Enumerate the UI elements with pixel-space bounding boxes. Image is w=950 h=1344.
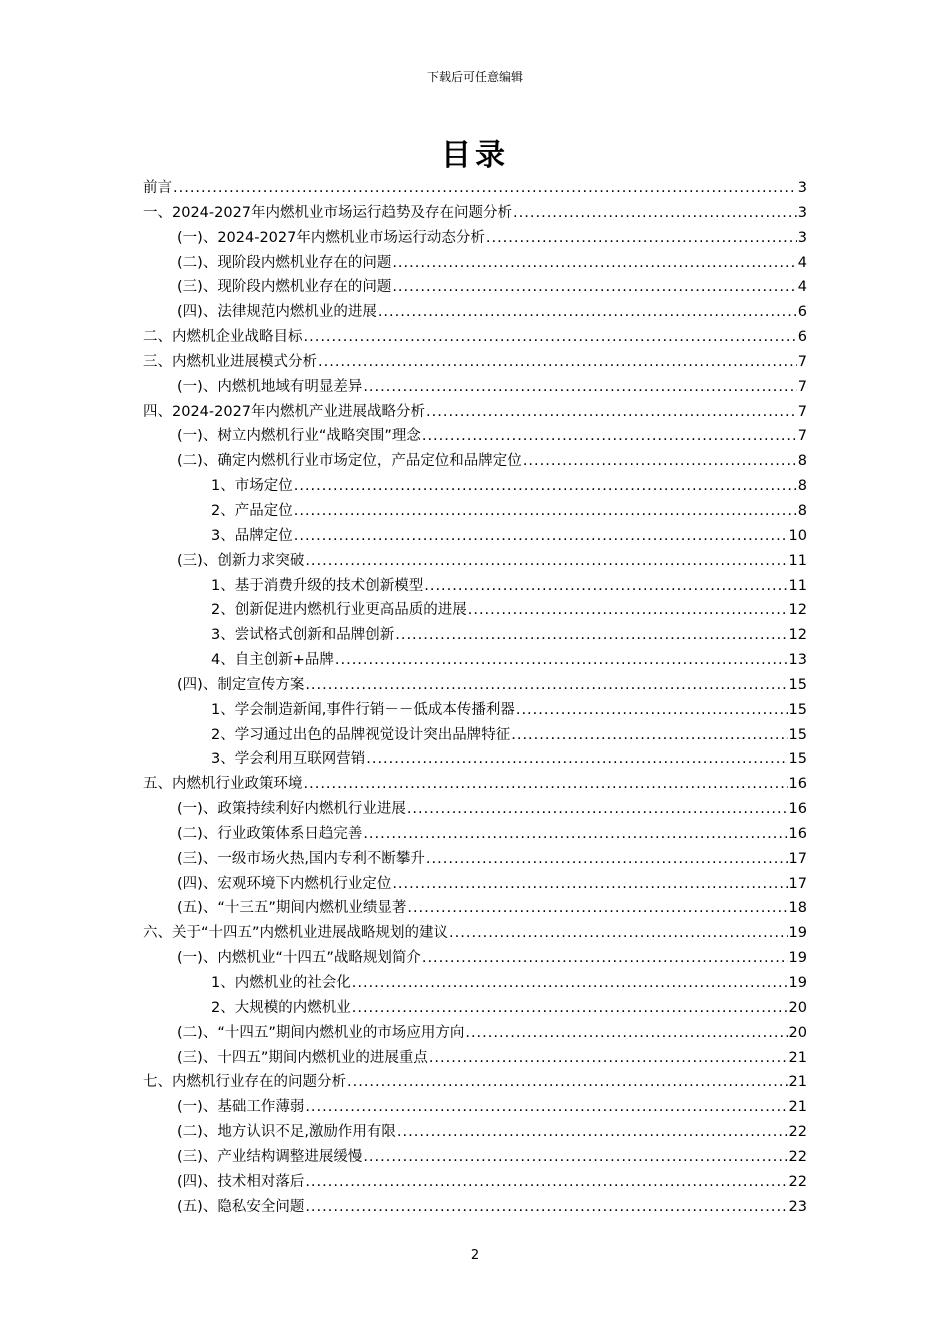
toc-entry-page: 16 — [788, 776, 807, 793]
toc-entry[interactable] — [143, 648, 807, 673]
toc-dot-leader — [468, 602, 788, 618]
toc-entry-title: 2、产品定位 — [211, 502, 293, 519]
toc-entry-title: (一)、树立内燃机行业“战略突围”理念 — [177, 428, 421, 445]
toc-dot-leader — [294, 503, 797, 519]
toc-entry-page: 10 — [788, 527, 807, 544]
toc-entry[interactable] — [143, 673, 807, 698]
toc-dot-leader — [305, 1174, 787, 1190]
toc-entry-page: 21 — [788, 1074, 807, 1091]
toc-entry-title: (一)、内燃机地域有明显差异 — [177, 378, 363, 395]
toc-entry-title: (三)、一级市场火热,国内专利不断攀升 — [177, 850, 425, 867]
toc-dot-leader — [173, 180, 797, 196]
toc-dot-leader — [516, 702, 788, 718]
toc-entry[interactable] — [143, 598, 807, 623]
toc-entry-page: 3 — [797, 204, 807, 221]
toc-entry-page: 22 — [788, 1124, 807, 1141]
toc-entry[interactable] — [143, 449, 807, 474]
page-number: 2 — [470, 1248, 480, 1263]
toc-entry[interactable] — [143, 424, 807, 449]
toc-entry-title: 四、2024-2027年内燃机产业进展战略分析 — [143, 403, 426, 420]
toc-dot-leader — [305, 553, 787, 569]
toc-title: 目录 — [441, 138, 509, 173]
toc-entry[interactable] — [143, 772, 807, 797]
toc-entry[interactable] — [143, 400, 807, 425]
toc-entry[interactable] — [143, 574, 807, 599]
toc-entry-title: (四)、宏观环境下内燃机行业定位 — [177, 875, 392, 892]
toc-entry[interactable] — [143, 723, 807, 748]
toc-entry[interactable] — [143, 201, 807, 226]
toc-entry[interactable] — [143, 996, 807, 1021]
toc-dot-leader — [422, 428, 797, 444]
toc-entry-title: (一)、基础工作薄弱 — [177, 1099, 305, 1116]
toc-dot-leader — [397, 1124, 788, 1140]
toc-entry-page: 12 — [788, 602, 807, 619]
toc-entry-page: 19 — [788, 975, 807, 991]
toc-dot-leader — [429, 1050, 788, 1066]
toc-entry-title: 六、关于“十四五”内燃机业进展战略规划的建议 — [143, 925, 449, 942]
toc-dot-leader — [305, 1199, 787, 1215]
toc-entry[interactable] — [143, 1195, 807, 1220]
toc-entry-title: (四)、法律规范内燃机业的进展 — [177, 304, 377, 321]
toc-entry-page: 15 — [788, 726, 807, 743]
toc-entry-page: 16 — [788, 801, 807, 818]
toc-dot-leader — [352, 1000, 788, 1016]
toc-entry-page: 11 — [788, 577, 807, 594]
toc-entry[interactable] — [143, 797, 807, 822]
toc-entry-title: 2、创新促进内燃机行业更高品质的进展 — [211, 602, 467, 619]
toc-entry[interactable] — [143, 896, 807, 921]
toc-entry[interactable] — [143, 524, 807, 549]
toc-dot-leader — [347, 1074, 788, 1090]
toc-dot-leader — [392, 255, 796, 271]
toc-entry-page: 7 — [797, 403, 807, 420]
toc-entry-page: 18 — [788, 900, 807, 917]
toc-entry[interactable] — [143, 300, 807, 325]
toc-entry-page: 7 — [797, 428, 807, 445]
toc-entry[interactable] — [143, 847, 807, 872]
toc-entry[interactable] — [143, 325, 807, 350]
toc-entry-title: (一)、政策持续利好内燃机行业进展 — [177, 801, 406, 818]
toc-dot-leader — [304, 329, 797, 345]
toc-entry-title: (二)、现阶段内燃机业存在的问题 — [177, 254, 392, 271]
toc-entry-page: 6 — [797, 329, 807, 346]
toc-entry[interactable] — [143, 275, 807, 300]
toc-entry[interactable] — [143, 822, 807, 847]
toc-entry-title: 五、内燃机行业政策环境 — [143, 776, 303, 793]
toc-entry-title: (一)、内燃机业“十四五”战略规划简介 — [177, 950, 421, 967]
toc-entry-page: 8 — [797, 478, 807, 495]
toc-dot-leader — [363, 826, 787, 842]
toc-entry-page: 21 — [788, 1049, 807, 1066]
toc-entry-title: 1、市场定位 — [211, 478, 293, 495]
toc-entry-title: (三)、产业结构调整进展缓慢 — [177, 1148, 363, 1165]
toc-dot-leader — [363, 379, 796, 395]
toc-entry-page: 7 — [797, 378, 807, 395]
toc-entry-page: 7 — [797, 353, 807, 370]
toc-entry-page: 16 — [788, 825, 807, 842]
toc-dot-leader — [305, 677, 787, 693]
toc-entry-title: (二)、“十四五”期间内燃机业的市场应用方向 — [177, 1024, 465, 1041]
toc-entry-page: 12 — [788, 627, 807, 644]
table-of-contents — [143, 176, 807, 1219]
toc-entry-page: 8 — [797, 453, 807, 470]
toc-entry[interactable] — [143, 375, 807, 400]
toc-entry-title: (四)、制定宣传方案 — [177, 676, 305, 693]
toc-entry-page: 19 — [788, 925, 807, 942]
toc-entry[interactable] — [143, 872, 807, 897]
toc-entry[interactable] — [143, 549, 807, 574]
toc-entry[interactable] — [143, 623, 807, 648]
toc-entry[interactable] — [143, 1021, 807, 1046]
toc-dot-leader — [465, 1025, 787, 1041]
toc-entry-title: (五)、“十三五”期间内燃机业绩显著 — [177, 900, 407, 917]
toc-entry[interactable] — [143, 1095, 807, 1120]
toc-entry-title: (一)、2024-2027年内燃机业市场运行动态分析 — [177, 229, 485, 246]
toc-entry-page: 21 — [788, 1099, 807, 1116]
toc-entry-page: 3 — [797, 229, 807, 246]
toc-entry-title: 一、2024-2027年内燃机业市场运行趋势及存在问题分析 — [143, 204, 513, 221]
toc-entry[interactable] — [143, 1120, 807, 1145]
toc-entry-title: 3、品牌定位 — [211, 527, 293, 544]
toc-entry-title: 3、尝试格式创新和品牌创新 — [211, 627, 395, 644]
toc-entry[interactable] — [143, 176, 807, 201]
toc-dot-leader — [352, 975, 788, 991]
toc-entry[interactable] — [143, 921, 807, 946]
toc-entry-title: (四)、技术相对落后 — [177, 1173, 305, 1190]
toc-dot-leader — [449, 925, 788, 941]
toc-entry-title: (二)、确定内燃机行业市场定位，产品定位和品牌定位 — [177, 453, 522, 470]
toc-entry-page: 13 — [788, 652, 807, 669]
toc-entry-title: (二)、地方认识不足,激励作用有限 — [177, 1124, 396, 1141]
toc-dot-leader — [523, 453, 797, 469]
toc-entry[interactable] — [143, 251, 807, 276]
toc-entry-title: (二)、行业政策体系日趋完善 — [177, 825, 363, 842]
toc-dot-leader — [392, 279, 796, 295]
toc-entry-page: 3 — [797, 180, 807, 196]
toc-dot-leader — [407, 801, 788, 817]
toc-entry-title: 4、自主创新+品牌 — [211, 652, 334, 669]
toc-entry[interactable] — [143, 1070, 807, 1095]
toc-entry-page: 6 — [797, 304, 807, 321]
toc-entry-title: 2、学习通过出色的品牌视觉设计突出品牌特征 — [211, 726, 511, 743]
toc-dot-leader — [305, 1099, 787, 1115]
toc-entry-title: 七、内燃机行业存在的问题分析 — [143, 1074, 346, 1091]
toc-entry-page: 22 — [788, 1173, 807, 1190]
toc-entry[interactable] — [143, 1170, 807, 1195]
toc-entry-title: (三)、创新力求突破 — [177, 552, 305, 569]
toc-entry-page: 20 — [788, 999, 807, 1016]
toc-entry-title: (五)、隐私安全问题 — [177, 1198, 305, 1215]
toc-dot-leader — [426, 404, 797, 420]
toc-entry-page: 19 — [788, 950, 807, 967]
toc-entry[interactable] — [143, 474, 807, 499]
toc-entry-title: 3、学会利用互联网营销 — [211, 751, 366, 768]
toc-dot-leader — [395, 627, 787, 643]
toc-dot-leader — [363, 1149, 787, 1165]
toc-dot-leader — [366, 751, 787, 767]
toc-dot-leader — [407, 900, 787, 916]
toc-dot-leader — [426, 851, 788, 867]
toc-entry[interactable] — [143, 1145, 807, 1170]
toc-entry-page: 11 — [788, 552, 807, 569]
toc-dot-leader — [424, 578, 787, 594]
toc-entry-title: 1、基于消费升级的技术创新模型 — [211, 577, 424, 594]
toc-entry[interactable] — [143, 946, 807, 971]
toc-dot-leader — [304, 776, 788, 792]
toc-entry-page: 17 — [788, 875, 807, 892]
toc-dot-leader — [294, 528, 788, 544]
toc-dot-leader — [511, 727, 787, 743]
toc-dot-leader — [318, 354, 797, 370]
toc-entry[interactable] — [143, 499, 807, 524]
toc-entry[interactable] — [143, 226, 807, 251]
toc-entry-title: 三、内燃机业进展模式分析 — [143, 353, 317, 370]
toc-entry-title: (三)、十四五”期间内燃机业的进展重点 — [177, 1049, 428, 1066]
toc-dot-leader — [422, 950, 788, 966]
toc-entry-page: 23 — [788, 1198, 807, 1215]
toc-entry-title: (三)、现阶段内燃机业存在的问题 — [177, 279, 392, 296]
toc-entry-title: 1、内燃机业的社会化 — [211, 975, 351, 991]
toc-entry-page: 15 — [788, 676, 807, 693]
toc-entry-page: 20 — [788, 1024, 807, 1041]
toc-entry-title: 1、学会制造新闻,事件行销－－低成本传播利器 — [211, 701, 515, 718]
toc-entry-title: 2、大规模的内燃机业 — [211, 999, 351, 1016]
toc-entry[interactable] — [143, 747, 807, 772]
toc-dot-leader — [335, 652, 788, 668]
toc-entry-title: 前言 — [143, 180, 172, 196]
toc-dot-leader — [378, 304, 797, 320]
toc-entry[interactable] — [143, 971, 807, 996]
toc-dot-leader — [513, 205, 797, 221]
toc-entry[interactable] — [143, 1046, 807, 1071]
toc-entry-page: 4 — [797, 279, 807, 296]
toc-dot-leader — [486, 230, 797, 246]
toc-dot-leader — [392, 876, 787, 892]
toc-entry[interactable] — [143, 698, 807, 723]
toc-entry[interactable] — [143, 350, 807, 375]
toc-entry-page: 17 — [788, 850, 807, 867]
toc-entry-page: 8 — [797, 502, 807, 519]
toc-dot-leader — [294, 478, 797, 494]
toc-entry-page: 15 — [788, 751, 807, 768]
toc-entry-page: 15 — [788, 701, 807, 718]
toc-entry-title: 二、内燃机企业战略目标 — [143, 329, 303, 346]
toc-entry-page: 22 — [788, 1148, 807, 1165]
page-header-note: 下载后可任意编辑 — [426, 70, 523, 84]
toc-entry-page: 4 — [797, 254, 807, 271]
